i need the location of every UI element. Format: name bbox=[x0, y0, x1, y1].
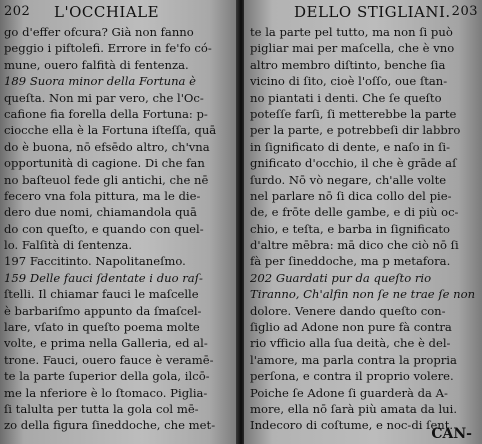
text-line: Tiranno, Ch'alfin non ſe ne trae ſe non bbox=[250, 287, 476, 302]
text-line: è barbariſmo appunto da ſmaſcel- bbox=[4, 303, 202, 318]
text-line: 189 Suora minor della Fortuna è bbox=[4, 74, 196, 89]
text-line: d'altre mēbra: mā dico che ciò nō ſi bbox=[250, 238, 459, 253]
text-line: ſtelli. Il chiamar fauci le maſcelle bbox=[4, 287, 199, 302]
text-line: me la nferiore è lo ſtomaco. Piglia- bbox=[4, 385, 208, 400]
text-line: chio, e teſta, e barba in ſignificato bbox=[250, 221, 450, 236]
right-page bbox=[244, 0, 482, 444]
text-line: 159 Delle fauci ſdentate i duo raſ- bbox=[4, 270, 203, 285]
text-line: 202 Guardati pur da queſto rio bbox=[250, 270, 432, 285]
text-line: te la parte pel tutto, ma non ſi può bbox=[250, 25, 453, 39]
text-line: 197 Faccitinto. Napolitaneſmo. bbox=[4, 254, 186, 269]
text-line: rio vfficio alla ſua deità, che è del- bbox=[250, 336, 451, 351]
text-line: poteſſe farſi, ſi metterebbe la parte bbox=[250, 106, 457, 121]
text-line: fecero vna fola pittura, ma le die- bbox=[4, 188, 201, 203]
text-line: do è buona, nō efsēdo altro, ch'vna bbox=[4, 139, 210, 154]
left-page-header bbox=[0, 3, 238, 23]
text-line: no piantati i denti. Che ſe queſto bbox=[250, 90, 442, 105]
text-line: volte, e prima nella Galleria, ed al- bbox=[4, 336, 208, 351]
text-line: lo. Falſità di ſentenza. bbox=[4, 238, 133, 253]
page-number: 202 bbox=[4, 4, 31, 19]
text-line: perſona, e contra il proprio volere. bbox=[250, 369, 454, 384]
text-line: zo della figura ſineddoche, che met- bbox=[4, 418, 216, 433]
left-page-body bbox=[4, 24, 234, 434]
text-line: go d'effer ofcura? Già non fanno bbox=[4, 25, 194, 39]
right-page-header bbox=[244, 3, 482, 23]
text-line: cafione fia forella della Fortuna: p- bbox=[4, 106, 208, 121]
text-line: in ſignificato di dente, e naſo in ſi- bbox=[250, 139, 451, 154]
text-line: nel parlare nō ſi dica collo del pie- bbox=[250, 188, 452, 203]
text-line: opportunità di cagione. Di che fan bbox=[4, 156, 205, 171]
right-page-body bbox=[250, 24, 478, 434]
page-number: 203 bbox=[451, 4, 478, 19]
text-line: queſta. Non mi par vero, che l'Oc- bbox=[4, 90, 204, 105]
text-line: no baſteuol fede gli antichi, che nē bbox=[4, 172, 209, 187]
text-line: de, e frōte delle gambe, e di più oc- bbox=[250, 205, 459, 220]
text-line: gnificato d'occhio, il che è grāde aſ bbox=[250, 156, 457, 171]
text-line: ſiglio ad Adone non pure fà contra bbox=[250, 320, 452, 335]
text-line: te la parte ſuperior della gola, ilcō- bbox=[4, 369, 210, 384]
left-page bbox=[0, 0, 238, 444]
text-line: ciocche ella è la Fortuna iſteſſa, quā bbox=[4, 123, 217, 138]
text-line: altro membro diſtinto, benche ſia bbox=[250, 57, 446, 72]
text-line: vicino di ſito, cioè l'oſſo, oue ſtan- bbox=[250, 74, 448, 89]
text-line: fà per ſineddoche, ma p metafora. bbox=[250, 254, 451, 269]
text-line: mune, ouero falfità di fentenza. bbox=[4, 57, 189, 72]
running-title: L'OCCHIALE bbox=[54, 3, 160, 21]
text-line: ſurdo. Nō vò negare, ch'alle volte bbox=[250, 172, 447, 187]
text-line: Indecoro di coſtume, e noc-di ſent. bbox=[250, 418, 454, 433]
running-title: DELLO STIGLIANI. bbox=[294, 3, 451, 21]
text-line: lare, vſato in queſto poema molte bbox=[4, 320, 200, 335]
catchword: CAN- bbox=[431, 426, 472, 442]
text-line: peggio i piftolefi. Errore in fe'fo có- bbox=[4, 41, 212, 56]
text-line: Poiche ſe Adone ſi guarderà da A- bbox=[250, 385, 448, 400]
text-line: dolore. Venere dando queſto con- bbox=[250, 303, 446, 318]
text-line: ſi talulta per tutta la gola col mē- bbox=[4, 401, 199, 416]
text-line: do con queſto, e quando con quel- bbox=[4, 221, 204, 236]
text-line: l'amore, ma parla contra la propria bbox=[250, 352, 457, 367]
text-line: trone. Fauci, ouero fauce è veramē- bbox=[4, 352, 214, 367]
text-line: per la parte, e potrebbeſi dir labbro bbox=[250, 123, 461, 138]
text-line: pigliar mai per maſcella, che è vno bbox=[250, 41, 455, 56]
text-line: more, ella nō ſarà più amata da lui. bbox=[250, 401, 458, 416]
text-line: dero due nomi, chiamandola quā bbox=[4, 205, 197, 220]
